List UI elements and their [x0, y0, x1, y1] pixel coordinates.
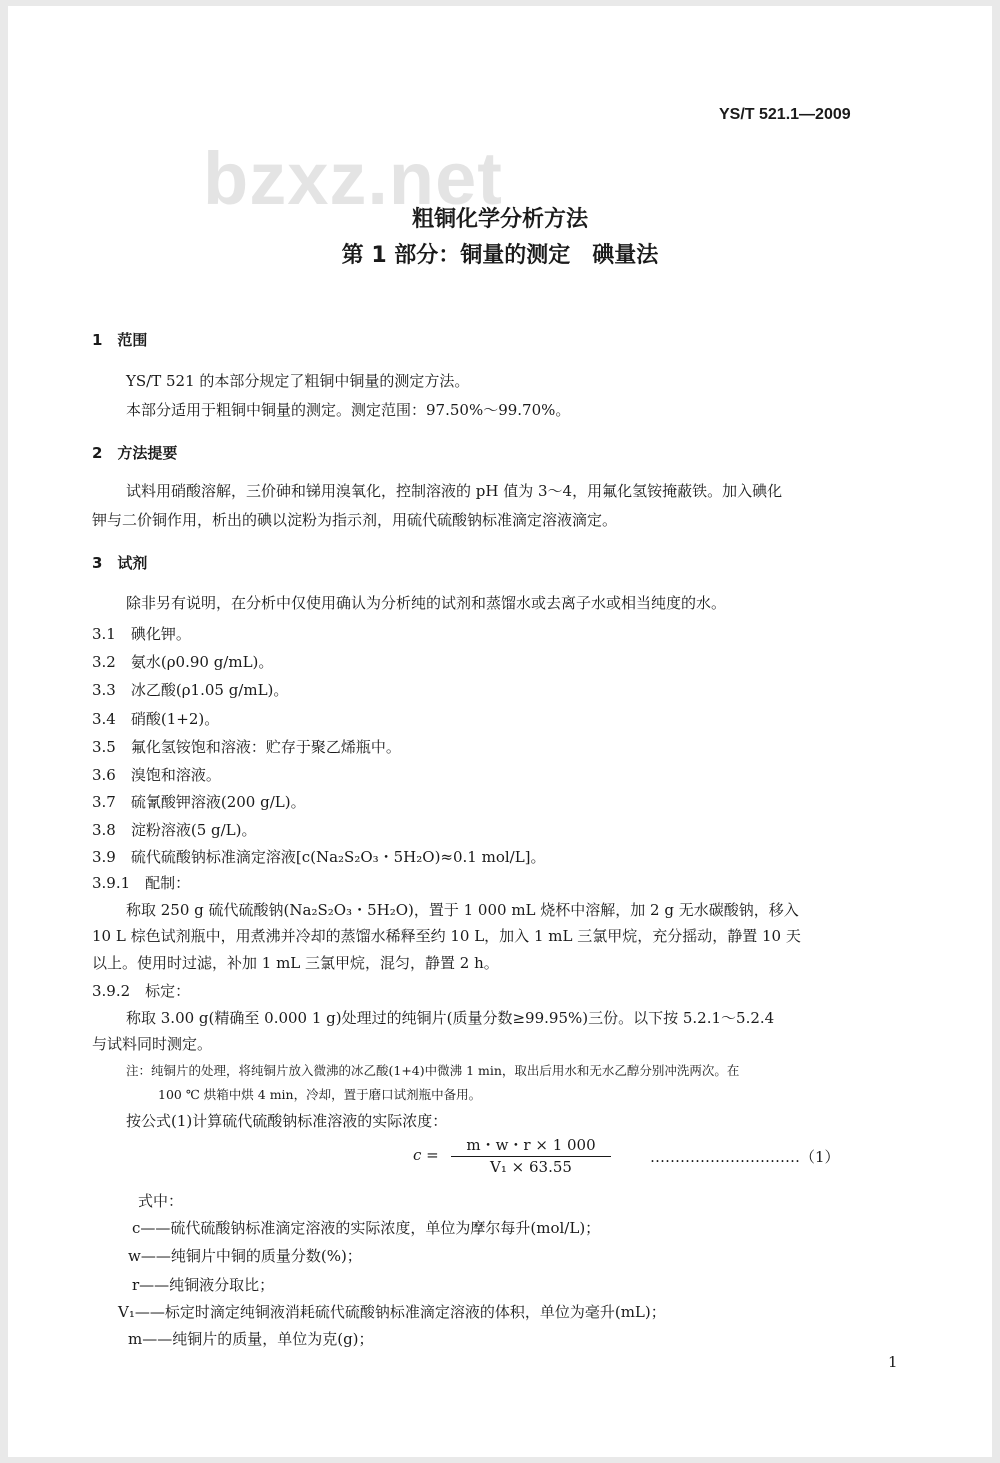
where-item: V₁——标定时滴定纯铜液消耗硫代硫酸钠标准滴定溶液的体积，单位为毫升(mL)； [118, 1303, 666, 1321]
reagent-item: 3.1 碘化钾。 [92, 625, 191, 643]
standard-number: YS/T 521.1—2009 [719, 106, 851, 123]
subsection-3-9-1-line-2: 10 L 棕色试剂瓶中，用煮沸并冷却的蒸馏水稀释至约 10 L，加入 1 mL 三氯甲烷，充分摇动，静置 10 天 [92, 927, 801, 945]
section-2-heading: 2 方法提要 [92, 444, 178, 462]
page-number: 1 [888, 1353, 898, 1371]
document-subtitle: 第 1 部分：铜量的测定 碘量法 [341, 243, 659, 268]
reagent-item: 3.5 氟化氢铵饱和溶液：贮存于聚乙烯瓶中。 [92, 738, 401, 756]
formula-intro: 按公式(1)计算硫代硫酸钠标准溶液的实际浓度： [126, 1112, 448, 1130]
reagent-item: 3.8 淀粉溶液(5 g/L)。 [92, 821, 257, 839]
section-1-paragraph-2: 本部分适用于粗铜中铜量的测定。测定范围：97.50%～99.70%。 [126, 401, 571, 419]
formula-numerator: m・w・r × 1 000 [466, 1136, 596, 1154]
subsection-3-9-2-line-2: 与试料同时测定。 [92, 1035, 213, 1053]
note-line-2: 100 ℃ 烘箱中烘 4 min，冷却，置于磨口试剂瓶中备用。 [158, 1087, 482, 1102]
reagent-item: 3.7 硫氰酸钾溶液(200 g/L)。 [92, 793, 306, 811]
reagent-item: 3.2 氨水(ρ0.90 g/mL)。 [92, 653, 274, 671]
subsection-3-9-2-line-1: 称取 3.00 g(精确至 0.000 1 g)处理过的纯铜片(质量分数≥99.95%)三份。以下按 5.2.1～5.2.4 [126, 1009, 775, 1027]
where-item: r——纯铜液分取比； [132, 1276, 275, 1294]
formula-lhs: c = [413, 1146, 439, 1164]
subsection-3-9-2-heading: 3.9.2 标定： [92, 982, 191, 1000]
formula-number: …………………………（1） [650, 1148, 840, 1166]
section-3-heading: 3 试剂 [92, 554, 148, 572]
formula-denominator: V₁ × 63.55 [490, 1158, 572, 1176]
where-item: m——纯铜片的质量，单位为克(g)； [128, 1330, 374, 1348]
section-2-line-1: 试料用硝酸溶解，三价砷和锑用溴氧化，控制溶液的 pH 值为 3～4，用氟化氢铵掩蔽铁。加入碘化 [126, 482, 783, 500]
where-item: w——纯铜片中铜的质量分数(%)； [128, 1247, 362, 1265]
subsection-3-9-1-line-3: 以上。使用时过滤，补加 1 mL 三氯甲烷，混匀，静置 2 h。 [92, 954, 499, 972]
section-3-intro: 除非另有说明，在分析中仅使用确认为分析纯的试剂和蒸馏水或去离子水或相当纯度的水。 [126, 594, 727, 612]
section-1-heading: 1 范围 [92, 331, 148, 349]
document-title: 粗铜化学分析方法 [411, 207, 588, 232]
reagent-item: 3.4 硝酸(1+2)。 [92, 710, 220, 728]
reagent-item: 3.6 溴饱和溶液。 [92, 766, 221, 784]
where-label: 式中： [138, 1192, 184, 1210]
subsection-3-9-1-heading: 3.9.1 配制： [92, 874, 191, 892]
formula-1 [413, 1134, 623, 1178]
note-line-1: 注：纯铜片的处理，将纯铜片放入微沸的冰乙酸(1+4)中微沸 1 min，取出后用水和无水乙醇分别冲洗两次。在 [126, 1063, 740, 1078]
document-page [8, 6, 992, 1457]
section-2-line-2: 钾与二价铜作用，析出的碘以淀粉为指示剂，用硫代硫酸钠标准滴定溶液滴定。 [92, 511, 618, 529]
section-1-paragraph-1: YS/T 521 的本部分规定了粗铜中铜量的测定方法。 [126, 372, 470, 390]
reagent-item: 3.3 冰乙酸(ρ1.05 g/mL)。 [92, 681, 289, 699]
reagent-item: 3.9 硫代硫酸钠标准滴定溶液[c(Na₂S₂O₃・5H₂O)≈0.1 mol/L]。 [92, 848, 546, 866]
subsection-3-9-1-line-1: 称取 250 g 硫代硫酸钠(Na₂S₂O₃・5H₂O)，置于 1 000 mL 烧杯中溶解，加 2 g 无水碳酸钠，移入 [126, 901, 799, 919]
where-item: c——硫代硫酸钠标准滴定溶液的实际浓度，单位为摩尔每升(mol/L)； [132, 1219, 601, 1237]
watermark-text: bzxz.net [203, 137, 503, 220]
fraction-bar [451, 1156, 611, 1157]
